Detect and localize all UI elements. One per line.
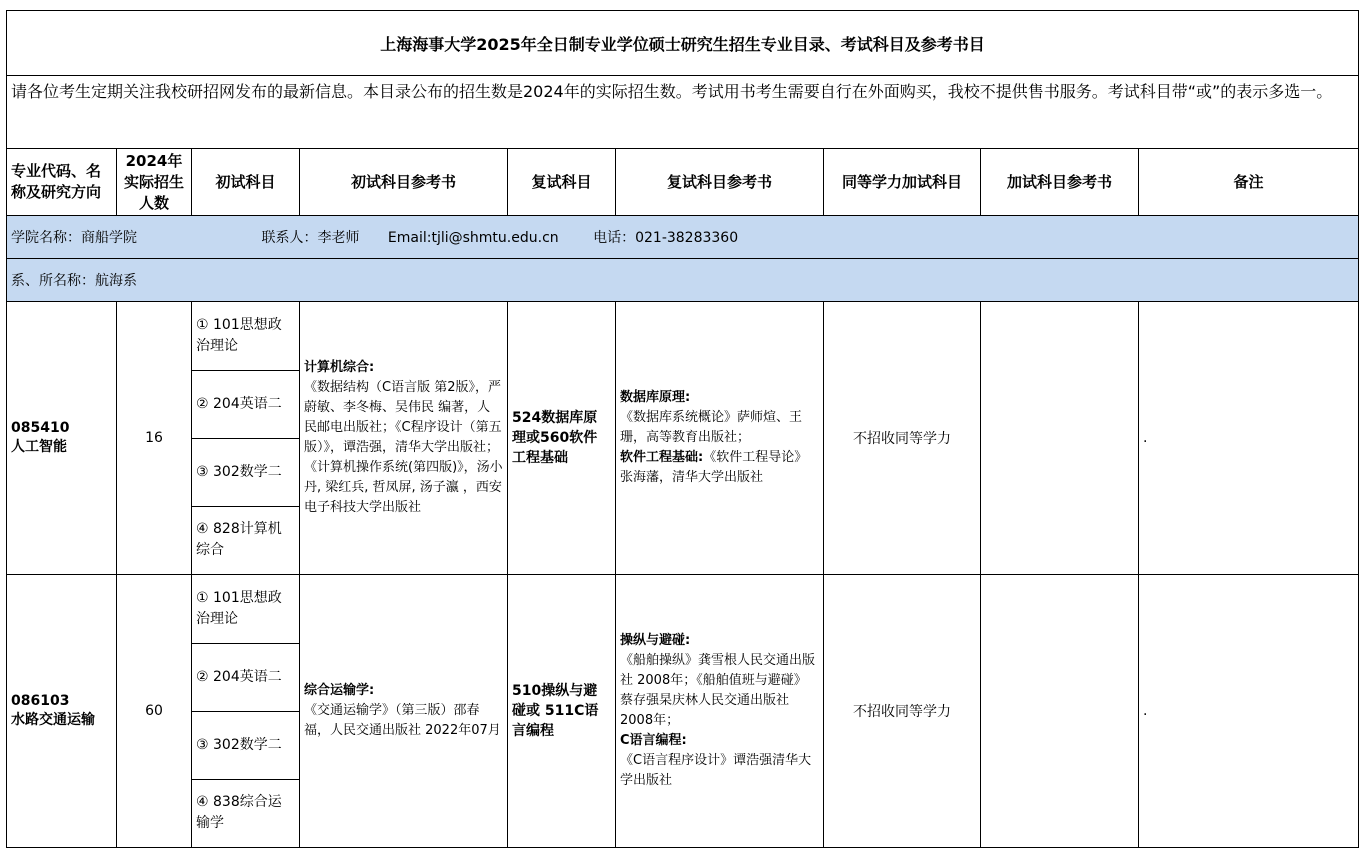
- retest-cell: 524数据库原理或560软件工程基础: [508, 302, 616, 575]
- catalog-sheet: [6, 10, 1358, 848]
- retest-ref-text: 《软件工程导论》张海藩，清华大学出版社: [620, 450, 808, 485]
- header-remark: 备注: [1139, 149, 1359, 216]
- major-name: 人工智能: [11, 439, 67, 455]
- retest-ref-title: 操纵与避碰:: [620, 633, 691, 648]
- retest-ref-text: 《C语言程序设计》谭浩强清华大学出版社: [620, 753, 812, 788]
- exam-subject: ④ 828计算机综合: [196, 521, 282, 558]
- table-row: [7, 302, 1359, 575]
- retest-ref-cell: [616, 575, 824, 848]
- header-major: 专业代码、名称及研究方向: [7, 149, 117, 216]
- exam-subject: ① 101思想政治理论: [192, 576, 299, 644]
- header-retest: 复试科目: [508, 149, 616, 216]
- count-cell: 16: [117, 302, 192, 575]
- retest-ref-text: 《船舶操纵》龚雪根人民交通出版社 2008年；《船舶值班与避碰》蔡存强杲庆林人民交通出版社 2008年；: [620, 653, 816, 728]
- equiv-cell: 不招收同等学力: [824, 302, 981, 575]
- retest-ref-text: 《数据库系统概论》萨师煊、王珊，高等教育出版社；: [620, 410, 803, 445]
- school-phone: 电话：021-38283360: [593, 230, 739, 246]
- extra-ref-cell: [981, 575, 1139, 848]
- count-cell: 60: [117, 575, 192, 848]
- remark-cell: .: [1139, 302, 1359, 575]
- exam-subject: ③ 302数学二: [192, 439, 299, 507]
- header-exam: 初试科目: [192, 149, 300, 216]
- exam-subject: ① 101思想政治理论: [192, 303, 299, 371]
- ref-title: 综合运输学:: [304, 683, 375, 698]
- ref-title: 计算机综合:: [304, 360, 375, 375]
- major-cell: [7, 575, 117, 848]
- major-code: 085410: [11, 420, 70, 436]
- school-email: Email:tjli@shmtu.edu.cn: [387, 230, 559, 246]
- header-count: 2024年实际招生人数: [117, 149, 192, 216]
- exam-ref-cell: [300, 575, 508, 848]
- exam-subject: ② 204英语二: [192, 644, 299, 712]
- catalog-table: [6, 10, 1359, 848]
- retest-ref-title: C语言编程:: [620, 733, 687, 748]
- header-exam-ref: 初试科目参考书: [300, 149, 508, 216]
- exam-cell: [192, 575, 300, 848]
- exam-subject: ② 204英语二: [192, 371, 299, 439]
- table-row: [7, 575, 1359, 848]
- header-equiv: 同等学力加试科目: [824, 149, 981, 216]
- exam-cell: [192, 302, 300, 575]
- retest-cell: 510操纵与避碰或 511C语言编程: [508, 575, 616, 848]
- school-name: 学院名称：商船学院: [11, 230, 137, 246]
- retest-ref-cell: [616, 302, 824, 575]
- school-row: [7, 216, 1359, 259]
- notice-text: 请各位考生定期关注我校研招网发布的最新信息。本目录公布的招生数是2024年的实际招生数。考试用书考生需要自行在外面购买，我校不提供售书服务。考试科目带“或”的表示多选一。: [7, 76, 1359, 149]
- major-name: 水路交通运输: [11, 712, 95, 728]
- exam-subject: ③ 302数学二: [192, 712, 299, 780]
- major-code: 086103: [11, 693, 70, 709]
- retest-ref-title: 数据库原理:: [620, 390, 691, 405]
- exam-subject: ④ 838综合运输学: [196, 794, 282, 831]
- major-cell: [7, 302, 117, 575]
- remark-cell: .: [1139, 575, 1359, 848]
- header-retest-ref: 复试科目参考书: [616, 149, 824, 216]
- retest-ref-title: 软件工程基础:: [620, 450, 704, 465]
- school-contact: 联系人：李老师: [261, 230, 360, 246]
- header-row: [7, 149, 1359, 216]
- equiv-cell: 不招收同等学力: [824, 575, 981, 848]
- header-extra-ref: 加试科目参考书: [981, 149, 1139, 216]
- ref-text: 《数据结构（C语言版 第2版》，严蔚敏、李冬梅、吴伟民 编著，人民邮电出版社；《C程序设计（第五版）》，谭浩强，清华大学出版社；《计算机操作系统(第四版)》，汤小丹, 梁红兵, 哲凤屏, 汤子瀛 ，西安电子科技大学出版社: [304, 380, 503, 515]
- exam-ref-cell: [300, 302, 508, 575]
- dept-row: 系、所名称：航海系: [7, 259, 1359, 302]
- page-title: 上海海事大学2025年全日制专业学位硕士研究生招生专业目录、考试科目及参考书目: [7, 11, 1359, 76]
- ref-text: 《交通运输学》（第三版）邵春福，人民交通出版社 2022年07月: [304, 703, 501, 738]
- extra-ref-cell: [981, 302, 1139, 575]
